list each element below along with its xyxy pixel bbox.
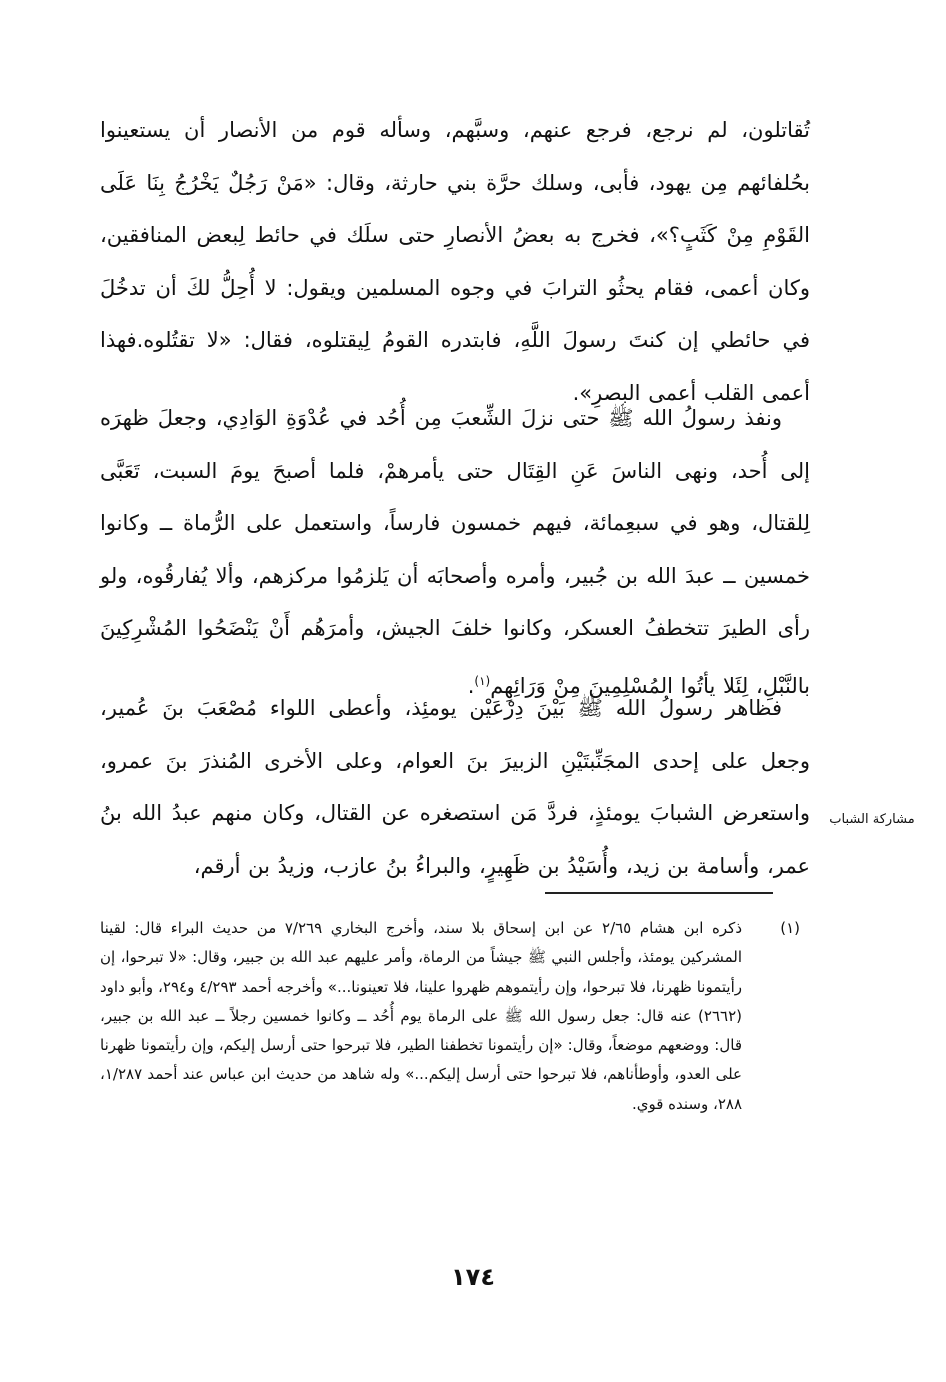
body-paragraph-1: تُقاتلون، لم نرجع، فرجع عنهم، وسبَّهم، وسأله قوم من الأنصار أن يستعينوا بحُلفائهم مِن يهود، فأبى، وسلك حرَّة بني حارثة، وقال: «مَنْ رَجُلٌ يَخْرُجُ بِنَا عَلَى القَوْمِ مِنْ كَثَبٍ؟»، فخرج به بعضُ الأنصارِ حتى سلَك في حائط لِبعض المنافقين، وكان أعمى، فقام يحثُو الترابَ في وجوه المسلمين ويقول: لا أُحِلُّ لكَ أن تدخُلَ في حائطي إن كنتَ رسولَ اللَّهِ، فابتدره القومُ لِيقتلوه، فقال: «لا تقتُلوه.فهذا أعمى القلب أعمى البصرِ».	[100, 118, 810, 405]
footnote-text: ذكره ابن هشام ٢/٦٥ عن ابن إسحاق بلا سند، وأخرج البخاري ٧/٢٦٩ من حديث البراء قال: لقينا المشركين يومئذ، وأجلس النبي ﷺ جيشاً من الرماة، وأمر عليهم عبد الله بن جبير، وقال: «لا تبرحوا، إن رأيتمونا ظهرنا، فلا تبرحوا، وإن رأيتموهم ظهروا علينا، فلا تعينونا...» وأخرجه أحمد ٤/٢٩٣ و٢٩٤، وأبو داود (٢٦٦٢) عنه قال: جعل رسول الله ﷺ على الرماة يوم أُحُد ــ وكانوا خمسين رجلاً ــ عبد الله بن جبير، قال: ووضعهم موضعاً، وقال: «إن رأيتمونا تخطفنا الطير، فلا تبرحوا حتى أرسل إليكم، وإن رأيتمونا ظهرنا على العدو، وأوطأناهم، فلا تبرحوا حتى أرسل إليكم...» وله شاهد من حديث ابن عباس عند أحمد ١/٢٨٧، ٢٨٨، وسنده قوي.	[100, 919, 743, 1113]
footnote	[100, 914, 800, 1119]
footnote-separator	[545, 892, 773, 894]
body-paragraph-2	[100, 392, 810, 698]
footnote-marker: (١)	[780, 919, 800, 937]
main-text-block	[100, 104, 810, 898]
page-number: ١٧٤	[451, 1263, 495, 1291]
body-paragraph-2-end: .	[467, 673, 475, 698]
footnote-reference: (١)	[474, 673, 491, 688]
body-paragraph-2-text: ونفذ رسولُ الله ﷺ حتى نزلَ الشِّعبَ مِن أُحُد في عُدْوَةِ الوَادِي، وجعلَ ظهرَه إلى أُحد، ونهى الناسَ عَنِ القِتَال حتى يأمرهمْ، فلما أصبحَ يومَ السبت، تَعَبَّى لِلقتال، وهو في سبعِمائة، فيهم خمسون فارساً، واستعمل على الرُّماة ــ وكانوا خمسين ــ عبدَ الله بن جُبير، وأمره وأصحابَه أن يَلزمُوا مركزهم، وألا يُفارقُوه، ولو رأى الطيرَ تتخطفُ العسكر، وكانوا خلفَ الجيش، وأمرَهُم أَنْ يَنْضَحُوا المُشْرِكِينَ بالنَّبْلِ، لِئَلا يأتُوا المُسْلِمِينَ مِنْ وَرَائِهِم	[100, 406, 810, 698]
margin-note: مشاركة الشباب	[829, 812, 915, 827]
body-paragraph-3: فظاهر رسولُ الله ﷺ بَيْنَ دِرْعَيْن يومئِذ، وأعطى اللواء مُصْعَبَ بنَ عُمير، وجعل على إحدى المجَنِّبتَيْنِ الزبيرَ بنَ العوام، وعلى الأخرى المُنذرَ بنَ عمرو، واستعرض الشبابَ يومئذٍ، فردَّ مَن استصغره عن القتال، وكان منهم عبدُ الله بنُ عمر، وأسامة بن زيد، وأُسَيْدُ بن ظَهِيرٍ، والبراءُ بنُ عازب، وزيدُ بن أرقم،	[100, 696, 810, 878]
